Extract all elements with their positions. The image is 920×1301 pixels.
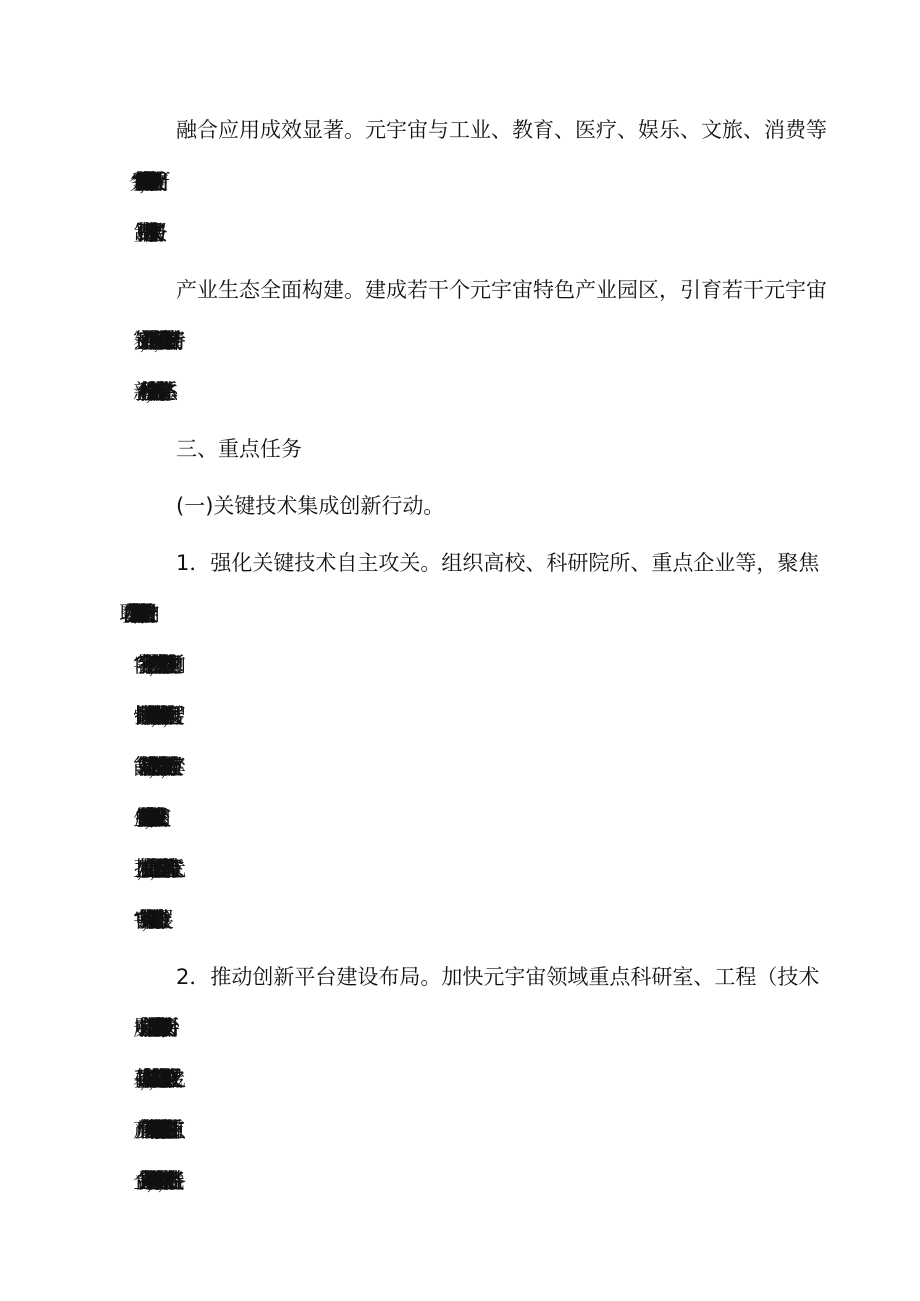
item-1-line-6: 生虚拟仿真技术应用场景和应用深度,以重点需求为牵引，持续攻关感知交 bbox=[133, 806, 152, 830]
item-1-line-1: 1．强化关键技术自主攻关。组织高校、科研院所、重点企业等，聚焦 bbox=[176, 551, 820, 575]
item-1-line-2: 元宇宙前沿导向,开展基础研究,联合攻关数字孪生、智能交互、数字人、数 bbox=[133, 602, 139, 626]
item-2-line-5: 企业合力打造产业创新联合体，推动产学研用深度融合，针对元宇宙赋能各 bbox=[133, 1169, 166, 1193]
item-2-line-4: 产业应用为一体的全链条贯通式新型组织模式。鼓励高校、科研院所和重点 bbox=[133, 1118, 166, 1142]
item-1-line-3: 字内容等元宇宙关键核心自主技术，着力突破元宇宙领域共性理论问题。加 bbox=[133, 653, 166, 677]
item-1-line-7: 互技术，加快自主技术产品升级迭代，推动新型显示、人工智能等技术在元 bbox=[133, 857, 166, 881]
paragraph-1-line-1: 融合应用成效显著。元宇宙与工业、教育、医疗、娱乐、文旅、消费等 bbox=[176, 118, 827, 142]
subsection-heading: (一)关键技术集成创新行动。 bbox=[176, 494, 445, 518]
item-1-line-5: 能采集、智能生成等内容生产技术，释放元宇宙集成创新动能，拓展数字孪 bbox=[133, 755, 166, 779]
item-2-line-3: 基础技术研究，加快共性技术突破，构建集技术研发、中试验证、成果转化、 bbox=[133, 1067, 167, 1091]
item-1-line-8: 宇宙中的集成突破，带动相关技术跨界融合发展。 bbox=[133, 908, 155, 932]
paragraph-2-line-1: 产业生态全面构建。建成若干个元宇宙特色产业园区，引育若干元宇宙 bbox=[176, 278, 827, 302]
paragraph-2-line-3: 新〃企业和科技型中小企业，加速培育元宇宙产业生态体系。 bbox=[133, 380, 160, 404]
item-1-line-4: 快探索以区块链为核心的数据流通技术，解决一批〃卡脖子〃问题，发展智 bbox=[133, 704, 166, 728]
section-heading: 三、重点任务 bbox=[176, 437, 302, 461]
item-2-line-2: 册究中心、技术创新中心、技术研究中心等多层级技术创新平台,着力加强 bbox=[133, 1016, 152, 1040]
item-2-line-1: 2．推动创新平台建设布局。加快元宇宙领域重点科研室、工程（技术 bbox=[176, 965, 820, 989]
paragraph-1-line-2: 领域深度融合，打造50个元宇宙典型应用场景，形成一批引领行业前沿可 bbox=[133, 170, 151, 194]
paragraph-2-line-2: 赛道链主企业，打造一批元宇宙领域示范楼宇，培育一批细分领域〃专精特 bbox=[133, 329, 166, 353]
paragraph-1-line-3: 复制、可推广的标志性成果和服务。 bbox=[133, 221, 149, 245]
